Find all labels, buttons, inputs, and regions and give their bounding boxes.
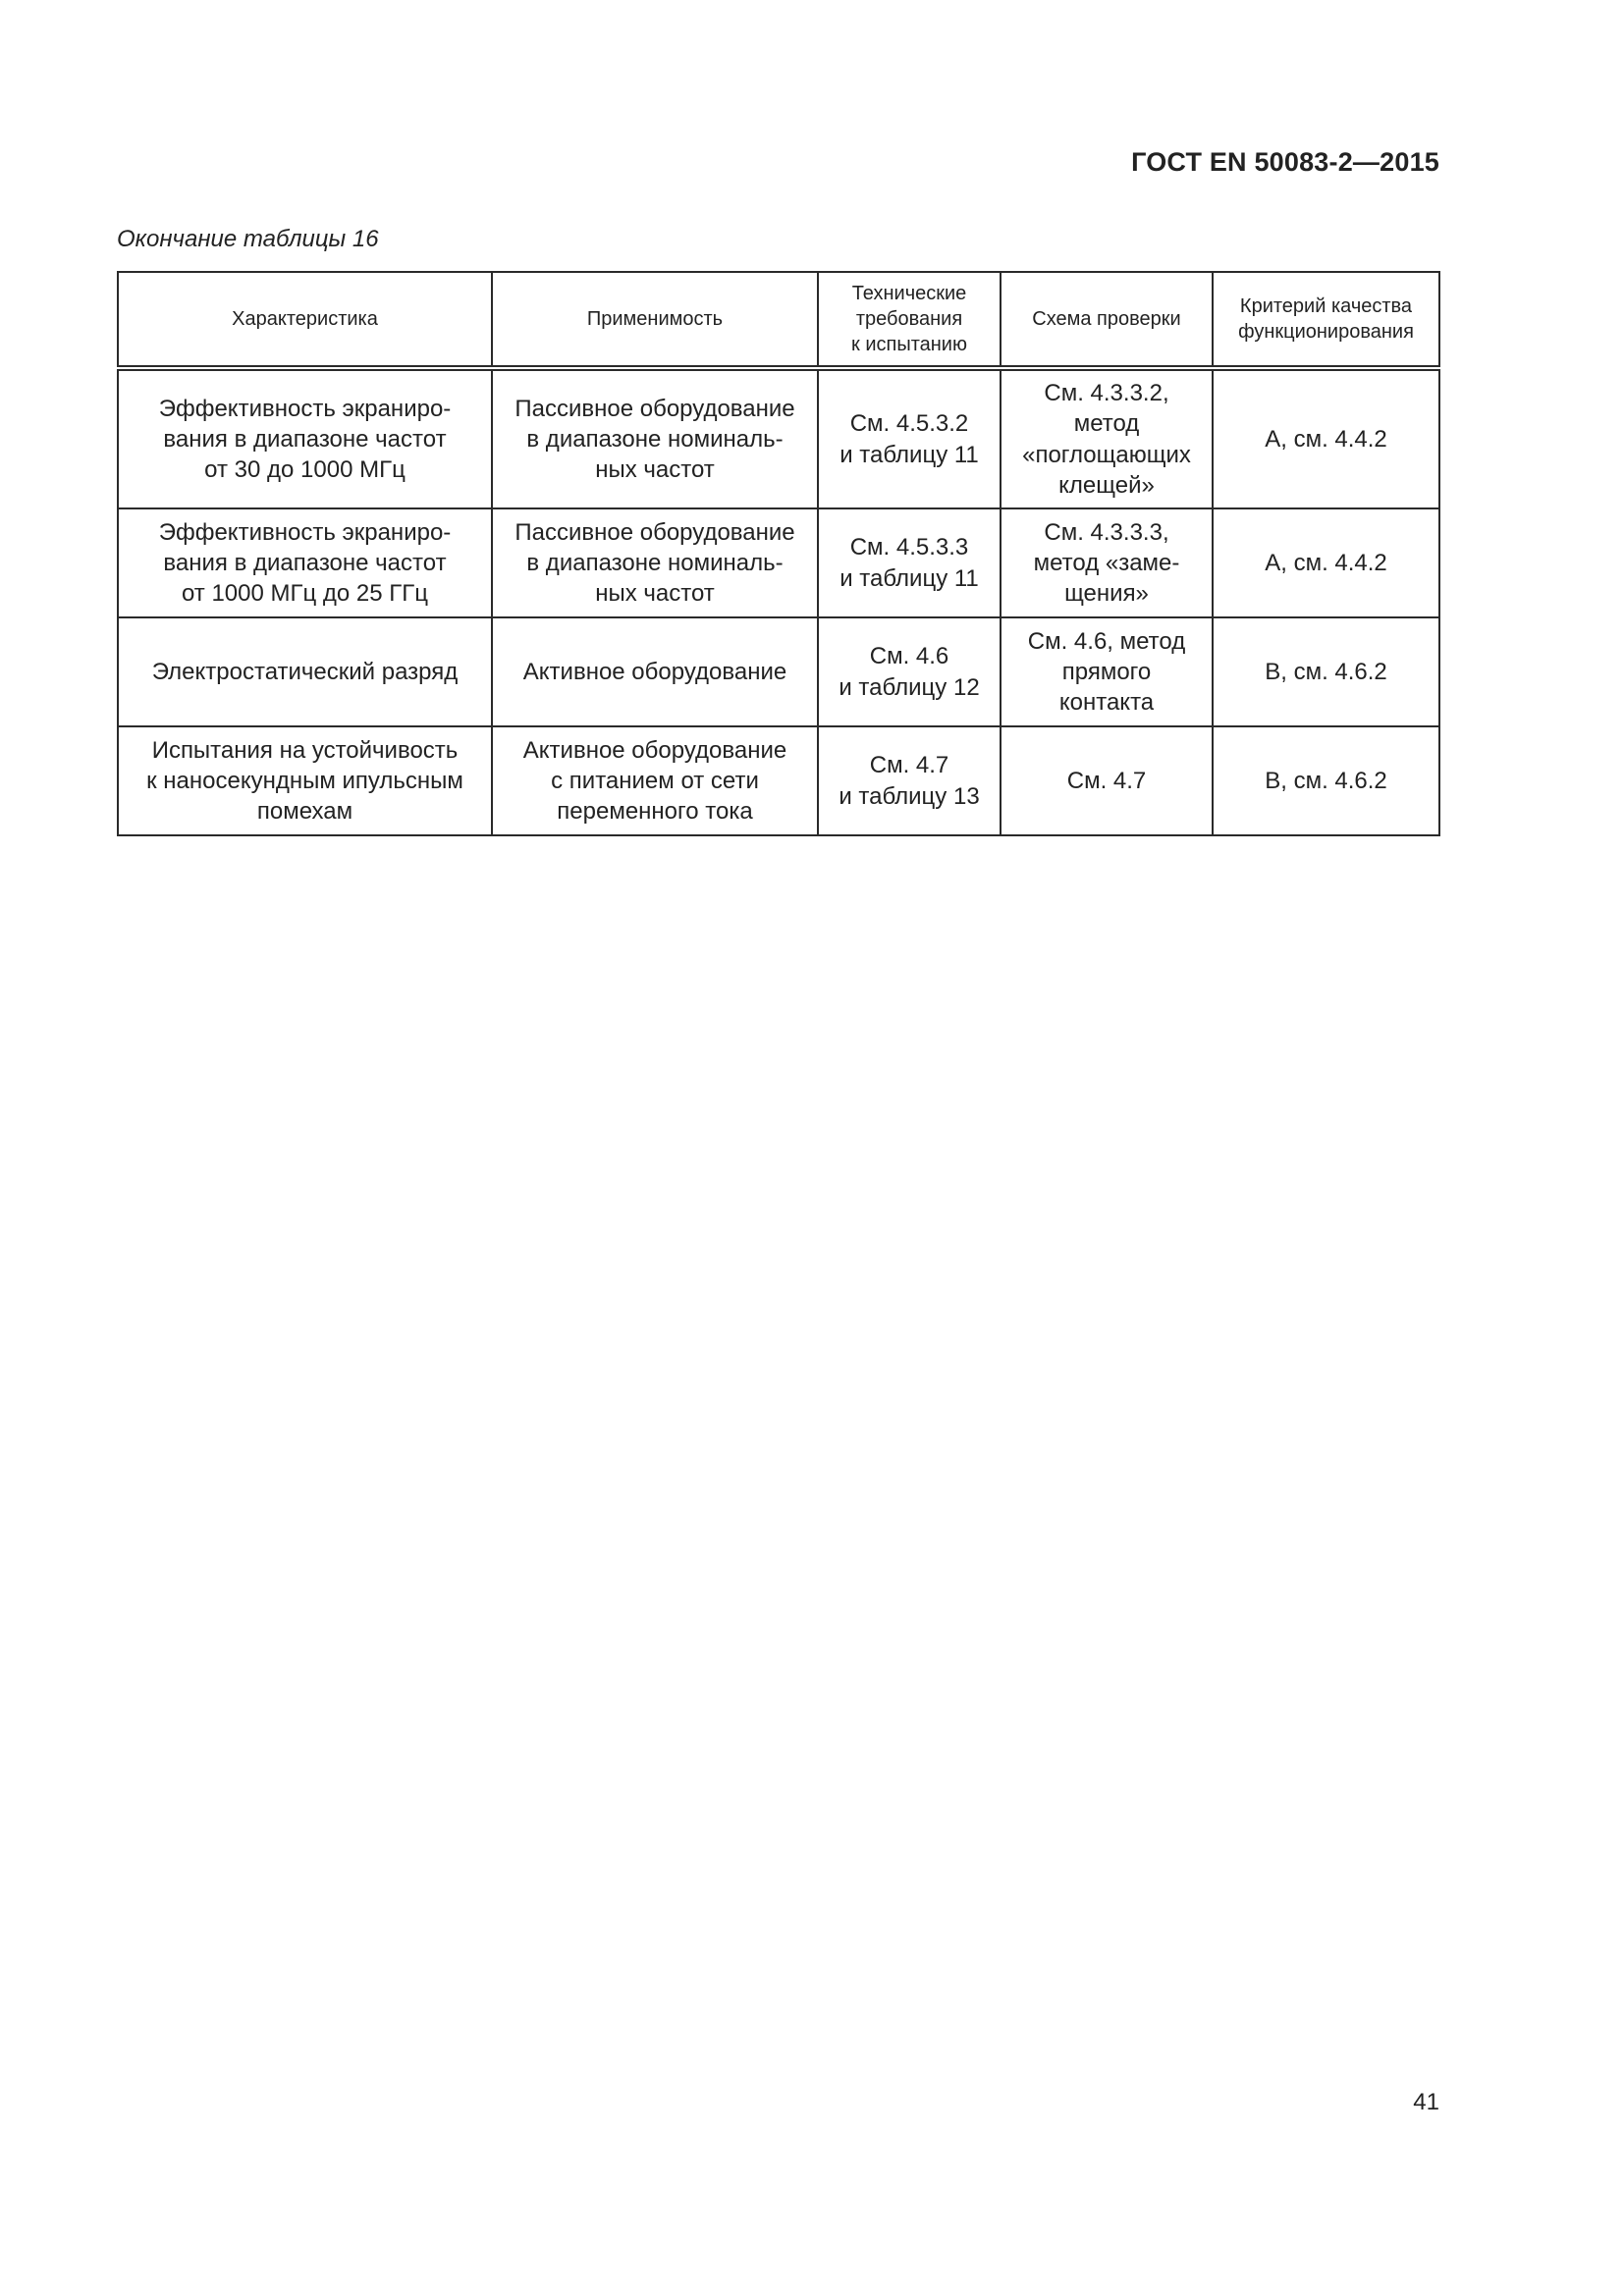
table-cell: Эффективность экраниро- вания в диапазоне частот от 30 до 1000 МГц [118,368,492,508]
specification-table [117,271,1440,836]
column-header-applicability: Применимость [492,272,818,368]
column-header-test-scheme: Схема проверки [1001,272,1213,368]
table-cell: Испытания на устойчивость к наносекундным ипульсным помехам [118,726,492,835]
document-code: ГОСТ EN 50083-2—2015 [1131,147,1439,177]
table-cell: А, см. 4.4.2 [1213,508,1439,617]
table-body [118,368,1439,835]
table-cell: См. 4.6 и таблицу 12 [818,617,1001,726]
table-row [118,368,1439,508]
table-cell: См. 4.6, метод прямого контакта [1001,617,1213,726]
column-header-test-requirements: Технические требования к испытанию [818,272,1001,368]
table-cell: См. 4.5.3.3 и таблицу 11 [818,508,1001,617]
table-cell: См. 4.7 [1001,726,1213,835]
table-cell: А, см. 4.4.2 [1213,368,1439,508]
table-cell: Пассивное оборудование в диапазоне номиналь- ных частот [492,368,818,508]
column-header-performance-criterion: Критерий качества функционирования [1213,272,1439,368]
table-row [118,726,1439,835]
table-cell: Активное оборудование с питанием от сети переменного тока [492,726,818,835]
table-caption: Окончание таблицы 16 [117,226,379,252]
page-number: 41 [1413,2089,1439,2115]
table-cell: См. 4.3.3.2, метод «поглощающих клещей» [1001,368,1213,508]
table-cell: См. 4.3.3.3, метод «заме- щения» [1001,508,1213,617]
table-cell: См. 4.7 и таблицу 13 [818,726,1001,835]
table-cell: См. 4.5.3.2 и таблицу 11 [818,368,1001,508]
table-cell: Электростатический разряд [118,617,492,726]
table-cell: В, см. 4.6.2 [1213,726,1439,835]
table-cell: Пассивное оборудование в диапазоне номиналь- ных частот [492,508,818,617]
table-cell: В, см. 4.6.2 [1213,617,1439,726]
column-header-characteristic: Характеристика [118,272,492,368]
table-cell: Эффективность экраниро- вания в диапазоне частот от 1000 МГц до 25 ГГц [118,508,492,617]
table-header [118,272,1439,368]
header-row [118,272,1439,368]
table-cell: Активное оборудование [492,617,818,726]
table-row [118,617,1439,726]
table-row [118,508,1439,617]
